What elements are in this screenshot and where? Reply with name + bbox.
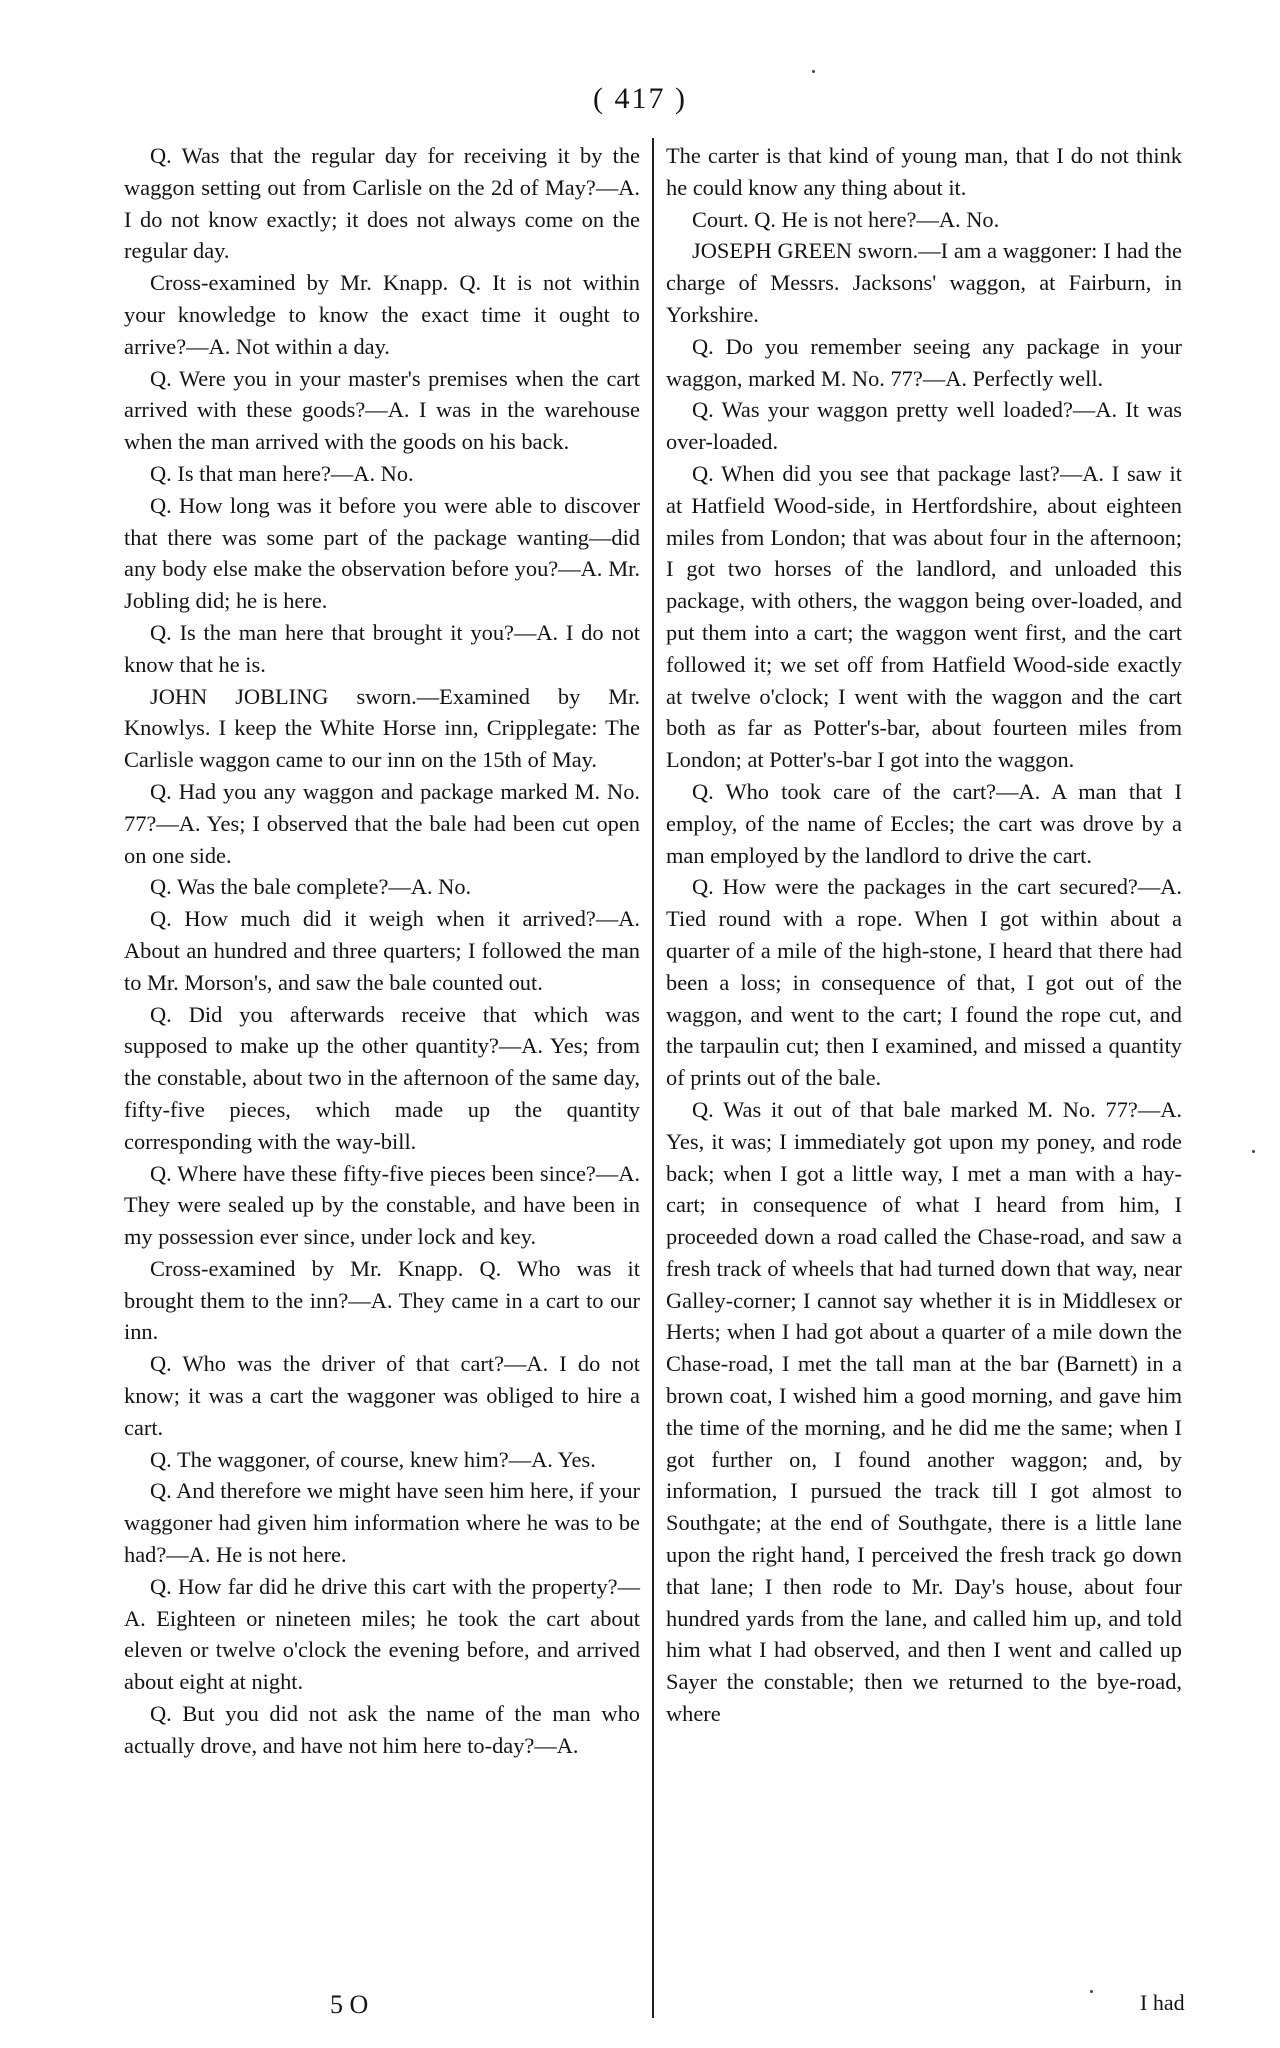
paragraph: Cross-examined by Mr. Knapp. Q. Who was it brought them to the inn?—A. They came in a cart to our inn. xyxy=(124,1255,640,1345)
paragraph: JOSEPH GREEN sworn.—I am a waggoner: I had the charge of Messrs. Jacksons' waggon, at Fairburn, in Yorkshire. xyxy=(666,238,1182,327)
paragraph: Court. Q. He is not here?—A. No. xyxy=(692,206,1000,232)
paragraph: Q. Was your waggon pretty well loaded?—A. It was over-loaded. xyxy=(666,397,1182,455)
column-divider xyxy=(652,138,654,2018)
ink-speck xyxy=(1090,1990,1093,1993)
paragraph: Q. How much did it weigh when it arrived?—A. About an hundred and three quarters; I followed the man to Mr. Morson's, and saw the bale counted out. xyxy=(124,906,640,995)
paragraph: Cross-examined by Mr. Knapp. Q. It is not within your knowledge to know the exact time it ought to arrive?—A. Not within a day. xyxy=(124,270,640,359)
paragraph: Q. Who was the driver of that cart?—A. I do not know; it was a cart the waggoner was obliged to hire a cart. xyxy=(124,1351,640,1440)
paragraph: Q. How were the packages in the cart secured?—A. Tied round with a rope. When I got within about a quarter of a mile of the high-stone, I heard that there had been a loss; in consequence of that, I got out of the waggon, and went to the cart; I found the rope cut, and the tarpaulin cut; then I examined, and missed a quantity of prints out of the bale. xyxy=(666,874,1182,1091)
paragraph: Q. Did you afterwards receive that which was supposed to make up the other quantity?—A. Yes; from the constable, about two in the afternoon of the same day, fifty-five pieces, which made up the quantity corresponding with the way-bill. xyxy=(124,1001,640,1154)
paragraph: Q. Do you remember seeing any package in your waggon, marked M. No. 77?—A. Perfectly well. xyxy=(666,333,1182,391)
paragraph: Q. Was the bale complete?—A. No. xyxy=(150,874,472,900)
paragraph: Q. And therefore we might have seen him here, if your waggoner had given him information where he was to be had?—A. He is not here. xyxy=(124,1478,640,1568)
paragraph: Q. How far did he drive this cart with the property?—A. Eighteen or nineteen miles; he took the cart about eleven or twelve o'clock the evening before, and arrived about eight at night. xyxy=(124,1573,640,1695)
ink-speck xyxy=(1252,1150,1255,1153)
paragraph: Q. Who took care of the cart?—A. A man that I employ, of the name of Eccles; the cart was drove by a man employed by the landlord to drive the cart. xyxy=(666,778,1182,868)
ink-speck xyxy=(812,70,815,73)
paragraph: Q. Were you in your master's premises when the cart arrived with these goods?—A. I was in the warehouse when the man arrived with the goods on his back. xyxy=(124,365,640,455)
paragraph: Q. Had you any waggon and package marked M. No. 77?—A. Yes; I observed that the bale had been cut open on one side. xyxy=(124,778,640,868)
catchword: I had xyxy=(1140,1990,1185,2015)
left-column xyxy=(124,140,640,1762)
paragraph: Q. Was that the regular day for receiving it by the waggon setting out from Carlisle on the 2d of May?—A. I do not know exactly; it does not always come on the regular day. xyxy=(124,143,640,264)
paragraph: JOHN JOBLING sworn.—Examined by Mr. Knowlys. I keep the White Horse inn, Cripplegate: The Carlisle waggon came to our inn on the 15th of May. xyxy=(124,683,640,773)
paragraph: Q. Is the man here that brought it you?—A. I do not know that he is. xyxy=(124,619,640,677)
paragraph: Q. Is that man here?—A. No. xyxy=(150,460,414,486)
page-number: ( 417 ) xyxy=(593,82,687,115)
paragraph: Q. When did you see that package last?—A. I saw it at Hatfield Wood-side, in Hertfordshire, about eighteen miles from London; that was about four in the afternoon; I got two horses of the landlord, and unloaded this package, with others, the waggon being over-loaded, and put them into a cart; the waggon went first, and the cart followed it; we set off from Hatfield Wood-side exactly at twelve o'clock; I went with the waggon and the cart both as far as Potter's-bar, about fourteen miles from London; at Potter's-bar I got into the waggon. xyxy=(666,460,1182,773)
paragraph: Q. How long was it before you were able to discover that there was some part of the package wanting—did any body else make the observation before you?—A. Mr. Jobling did; he is here. xyxy=(124,492,640,614)
paragraph: Q. The waggoner, of course, knew him?—A. Yes. xyxy=(150,1446,596,1472)
right-column xyxy=(666,140,1182,1730)
paragraph: The carter is that kind of young man, that I do not think he could know any thing about it. xyxy=(666,143,1182,200)
paragraph: Q. Where have these fifty-five pieces been since?—A. They were sealed up by the constable, and have been in my possession ever since, under lock and key. xyxy=(124,1160,640,1250)
paragraph: Q. Was it out of that bale marked M. No. 77?—A. Yes, it was; I immediately got upon my poney, and rode back; when I got a little way, I met a man with a hay-cart; in consequence of what I heard from him, I proceeded down a road called the Chase-road, and saw a fresh track of wheels that had turned down that way, near Galley-corner; I cannot say whether it is in Middlesex or Herts; when I had got about a quarter of a mile down the Chase-road, I met the tall man at the bar (Barnett) in a brown coat, I wished him a good morning, and gave him the time of the morning, and he did me the same; when I got further on, I found another waggon; and, by information, I pursued the track till I got almost to Southgate; at the end of Southgate, there is a little lane upon the right hand, I perceived the fresh track go down that lane; I then rode to Mr. Day's house, about four hundred yards from the lane, and called him up, and told him what I had observed, and then I went and called up Sayer the constable; then we returned to the bye-road, where xyxy=(666,1096,1182,1727)
signature-mark: 5 O xyxy=(330,1990,369,2019)
paragraph: Q. But you did not ask the name of the man who actually drove, and have not him here to-day?—A. xyxy=(124,1701,640,1758)
